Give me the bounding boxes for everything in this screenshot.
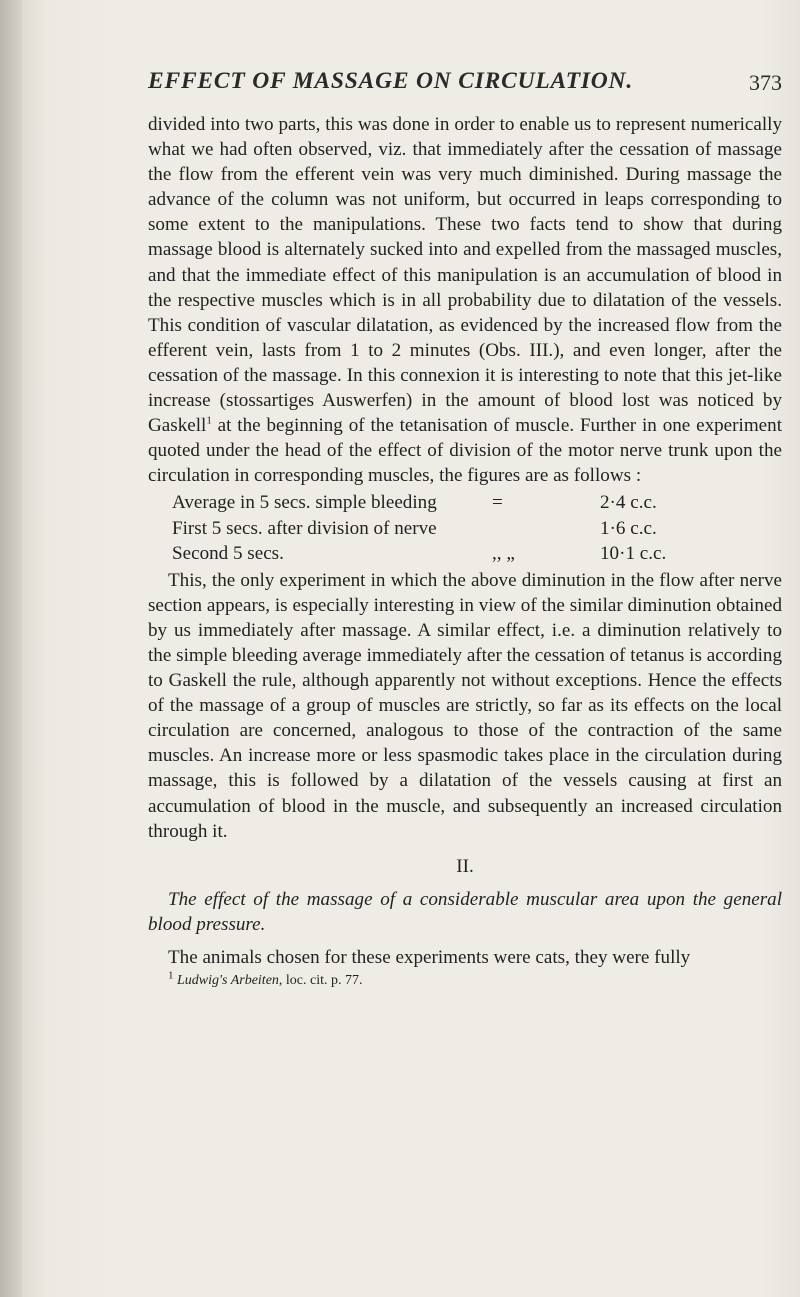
running-title: EFFECT OF MASSAGE ON CIRCULATION. <box>148 68 634 94</box>
table-row-ditto-marks: ,, „ <box>492 542 515 564</box>
bleeding-figures-table <box>172 490 782 565</box>
paragraph-2: This, the only experiment in which the above diminution in the flow after nerve section appears, is especially interesting in view of the similar diminution obtained by us immediately after massage. A similar effect, i.e. a diminution relatively to the simple bleeding average immediately after the cessation of tetanus is according to Gaskell the rule, although apparently not without exceptions. Hence the effects of the massage of a group of muscles are strictly, so far as its effects on the local circulation are concerned, analogous to those of the contraction of the same muscles. An increase more or less spasmodic takes place in the circulation during massage, this is followed by a dilatation of the vessels causing at first an accumulation of blood in the muscle, and subsequently an increased circulation through it. <box>148 569 782 842</box>
page-number: 373 <box>749 70 782 95</box>
table-row-label: Second 5 secs. <box>172 542 284 564</box>
table-row-value: 1·6 c.c. <box>600 517 657 539</box>
footnote-source: Ludwig's Arbeiten <box>177 973 279 989</box>
page-header <box>148 68 782 102</box>
body-text <box>148 112 782 990</box>
table-row-value: 2·4 c.c. <box>600 492 657 514</box>
table-row-value: 10·1 c.c. <box>600 542 667 564</box>
paragraph-3: The animals chosen for these experiments were cats, they were fully <box>168 947 691 968</box>
binding-edge <box>0 0 22 1297</box>
section-number: II. <box>456 855 474 877</box>
footnote-reference: 1 <box>206 414 212 427</box>
table-row-label: Average in 5 secs. simple bleeding <box>172 492 437 514</box>
footnote-mark: 1 <box>168 969 174 982</box>
table-row-operator: = <box>492 492 503 514</box>
section-title: The effect of the massage of a considerable muscular area upon the general blood pressure. <box>148 888 782 935</box>
table-row <box>172 490 782 515</box>
paragraph-1 <box>148 112 782 488</box>
table-row-label: First 5 secs. after division of nerve <box>172 517 437 539</box>
paragraph-1-text-a: divided into two parts, this was done in order to enable us to represent numerically what we had often observed, viz. that immediately after the cessation of massage the flow from the efferent vein was very much diminished. During massage the advance of the column was not uniform, but occurred in leaps corresponding to some extent to the manipulations. These two facts tend to show that during massage blood is alternately sucked into and expelled from the massaged muscles, and that the immediate effect of this manipulation is an accumulation of blood in the respective muscles which is in all probability due to dilatation of the vessels. This condition of vascular dilatation, as evidenced by the increased flow from the efferent vein, lasts from 1 to 2 minutes (Obs. III.), and even longer, after the cessation of the massage. In this connexion it is interesting to note that this jet-like increase (stossartiges Auswerfen) in the amount of blood lost was noticed by Gaskell <box>148 114 782 437</box>
table-row <box>172 516 782 541</box>
footnote-citation: , loc. cit. p. 77. <box>278 973 363 989</box>
footnote <box>168 969 782 990</box>
table-row-operator <box>492 516 600 541</box>
paragraph-1-text-b: at the beginning of the tetanisation of muscle. Further in one experiment quoted under the head of the effect of division of the motor nerve trunk upon the circulation in corresponding muscles, the figures are as follows : <box>148 415 782 487</box>
table-row <box>172 541 782 566</box>
